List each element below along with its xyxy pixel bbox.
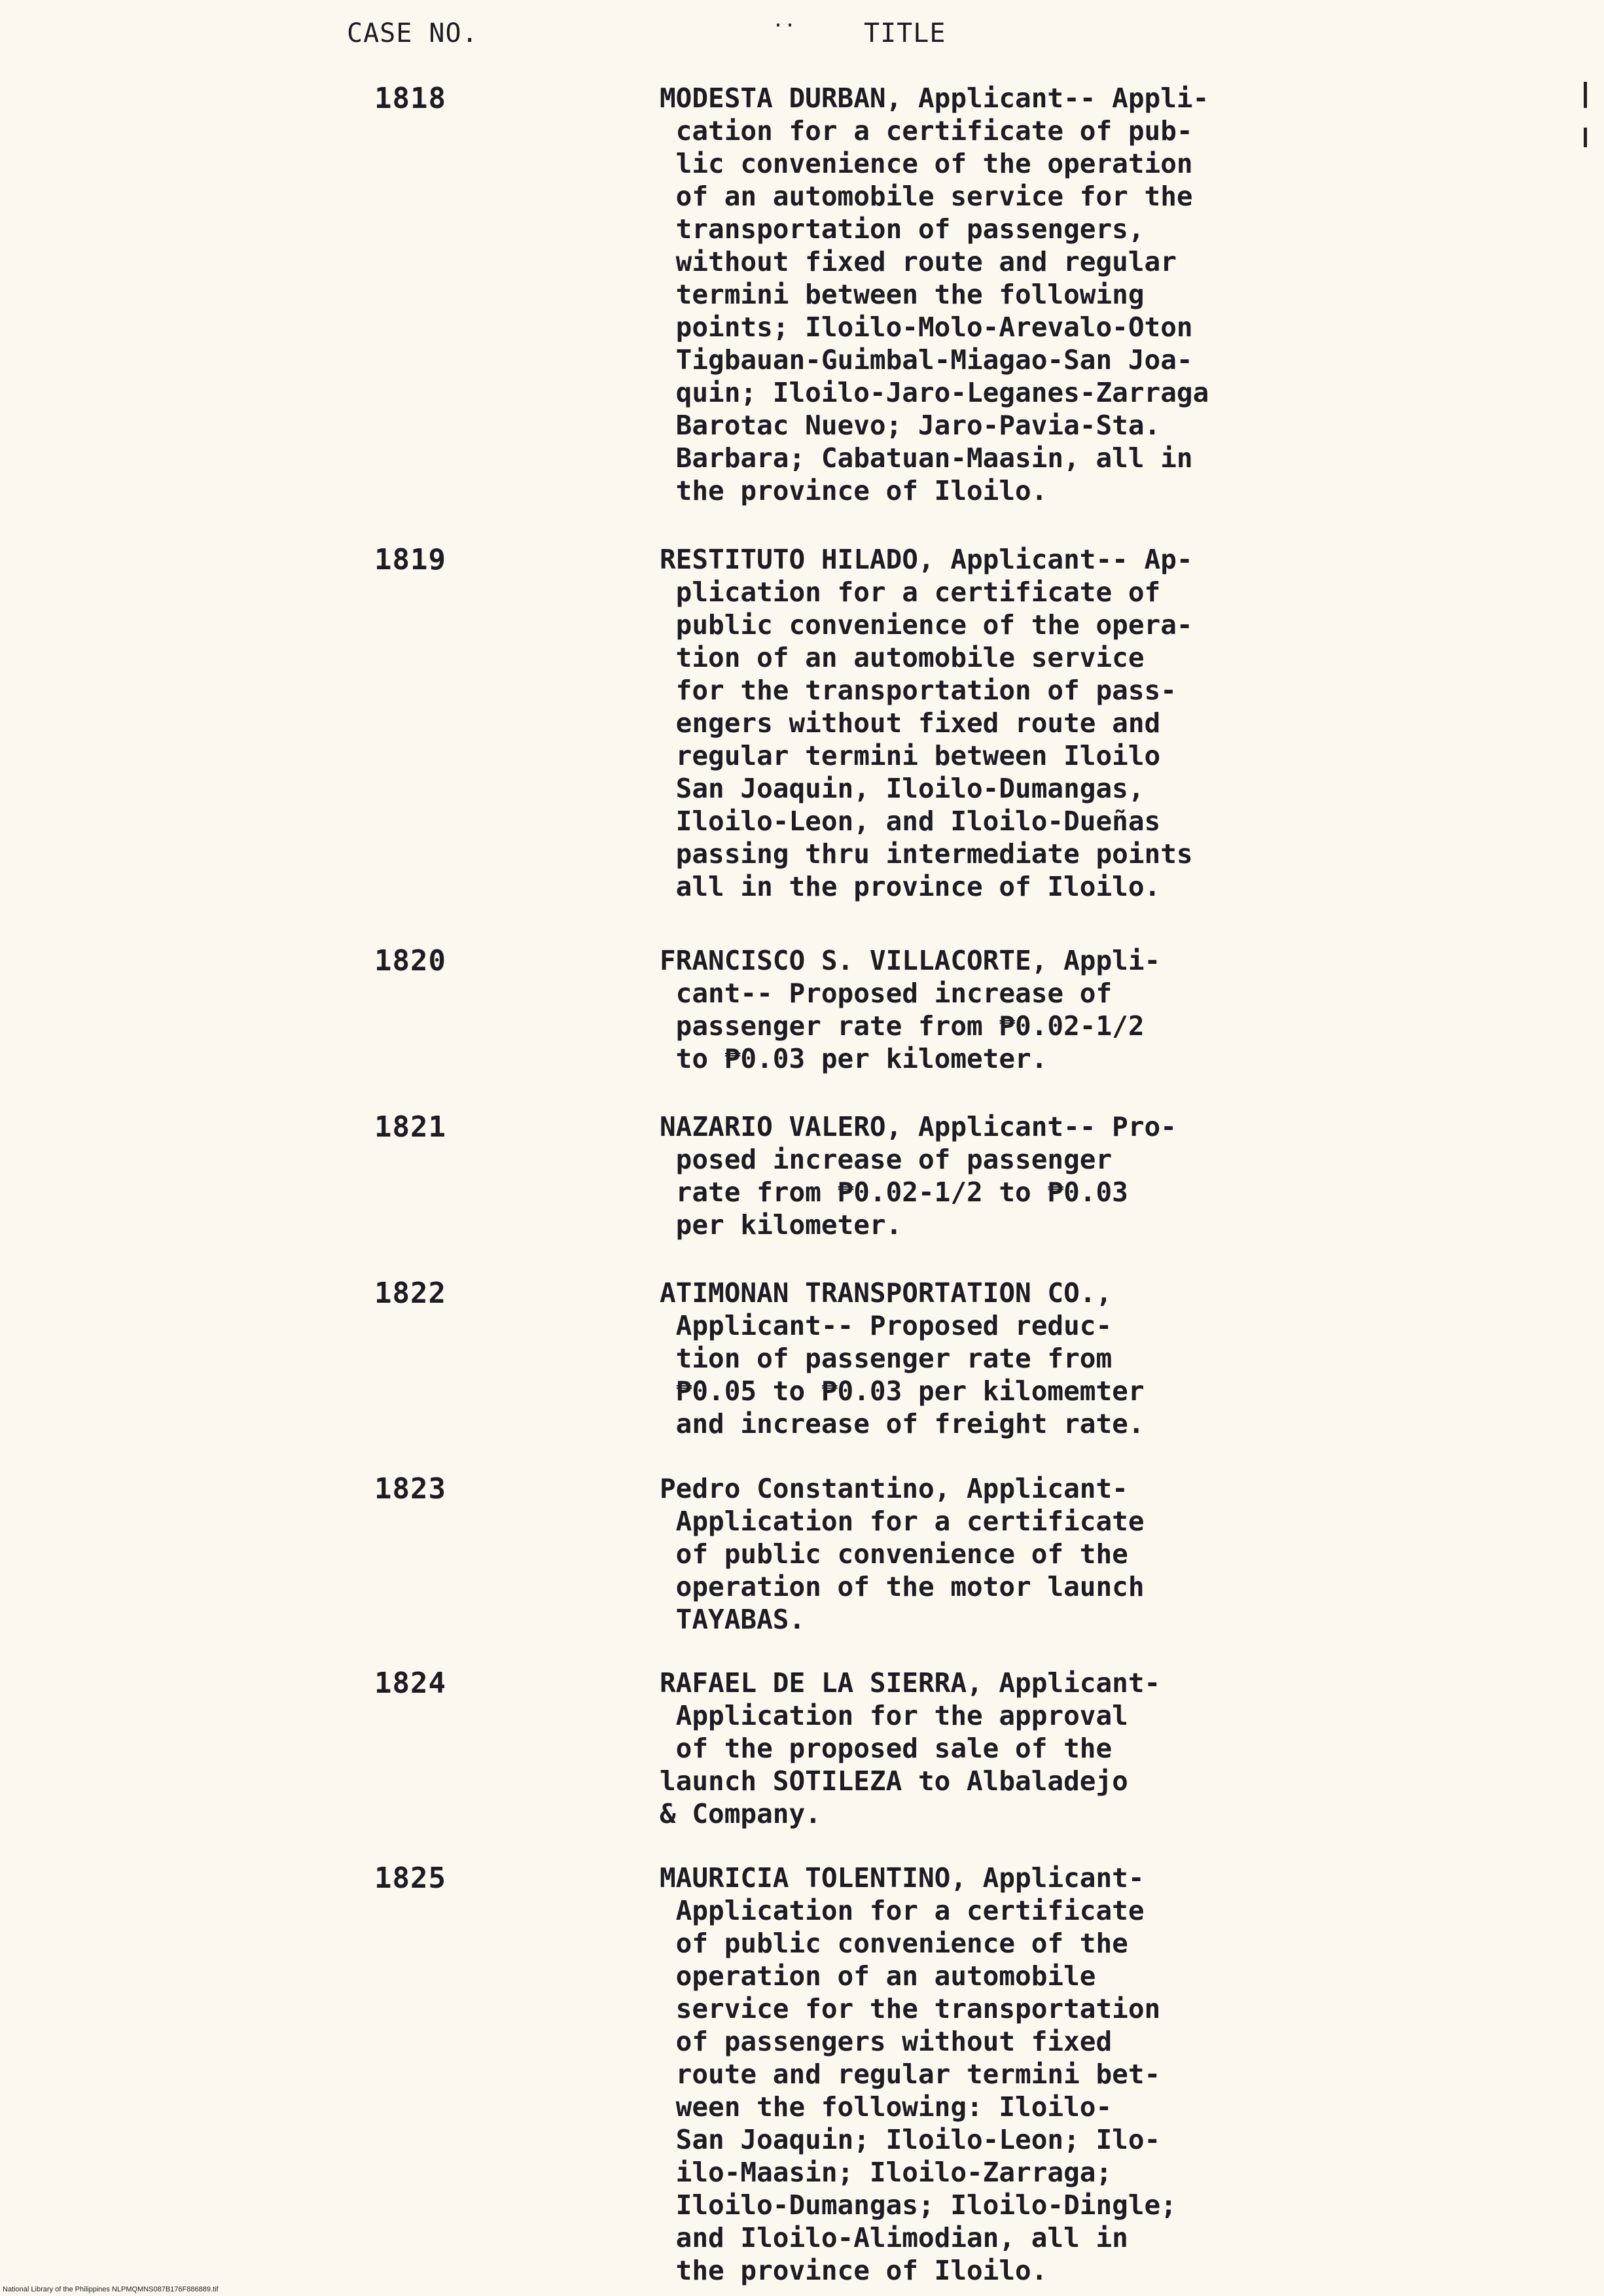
case-title: FRANCISCO S. VILLACORTE, Appli- cant-- Proposed increase of passenger rate from ₱0.02-1/2 to ₱0.03 per kilometer. <box>660 945 1161 1074</box>
title-header: TITLE <box>864 18 946 48</box>
case-number: 1823 <box>374 1472 446 1506</box>
case-number: 1824 <box>374 1667 446 1700</box>
case-title: ATIMONAN TRANSPORTATION CO., Applicant-- Proposed reduc- tion of passenger rate from ₱0.05 to ₱0.03 per kilomemter and increase of freight rate. <box>660 1277 1145 1439</box>
case-title: MAURICIA TOLENTINO, Applicant- Application for a certificate of public convenience of the operation of an automobile service for the transportation of passengers without fixed route and regular termini bet- ween the following: Iloilo- San Joaquin; Iloilo-Leon; Ilo- ilo-Maasin; Iloilo-Zarraga; Iloilo-Dumangas; Iloilo-Dingle; and Iloilo-Alimodian, all in the province of Iloilo. <box>660 1862 1177 2286</box>
case-title: MODESTA DURBAN, Applicant-- Appli- cation for a certificate of pub- lic convenience of the operation of an automobile service for the transportation of passengers, without fixed route and regular termini between the following points; Iloilo-Molo-Arevalo-Oton Tigbauan-Guimbal-Miagao-San Joa- quin; Iloilo-Jaro-Leganes-Zarraga Barotac Nuevo; Jaro-Pavia-Sta. Barbara; Cabatuan-Maasin, all in the province of Iloilo. <box>660 82 1209 506</box>
case-number: 1821 <box>374 1110 446 1144</box>
header-mark: ·· <box>772 14 796 37</box>
case-number: 1820 <box>374 944 446 978</box>
case-title: NAZARIO VALERO, Applicant-- Pro- posed increase of passenger rate from ₱0.02-1/2 to ₱0.03 per kilometer. <box>660 1111 1177 1241</box>
case-no-header: CASE NO. <box>347 18 478 48</box>
punch-hole-mark <box>1584 82 1587 108</box>
archive-footer: National Library of the Philippines NLPMQMNS087B176F886889.tif <box>3 2286 219 2293</box>
case-title: RAFAEL DE LA SIERRA, Applicant- Application for the approval of the proposed sale of the launch SOTILEZA to Albaladejo & Company. <box>660 1667 1161 1829</box>
case-number: 1819 <box>374 543 446 576</box>
case-number: 1822 <box>374 1277 446 1310</box>
case-number: 1818 <box>374 82 446 115</box>
case-number: 1825 <box>374 1862 446 1895</box>
punch-hole-mark <box>1584 128 1587 147</box>
case-title: RESTITUTO HILADO, Applicant-- Ap- plication for a certificate of public convenience of the opera- tion of an automobile service for the transportation of pass- engers without fixed route and regular termini between Iloilo San Joaquin, Iloilo-Dumangas, Iloilo-Leon, and Iloilo-Dueñas passing thru intermediate points all in the province of Iloilo. <box>660 544 1193 902</box>
case-title: Pedro Constantino, Applicant- Application for a certificate of public convenience of the operation of the motor launch TAYABAS. <box>660 1473 1145 1635</box>
